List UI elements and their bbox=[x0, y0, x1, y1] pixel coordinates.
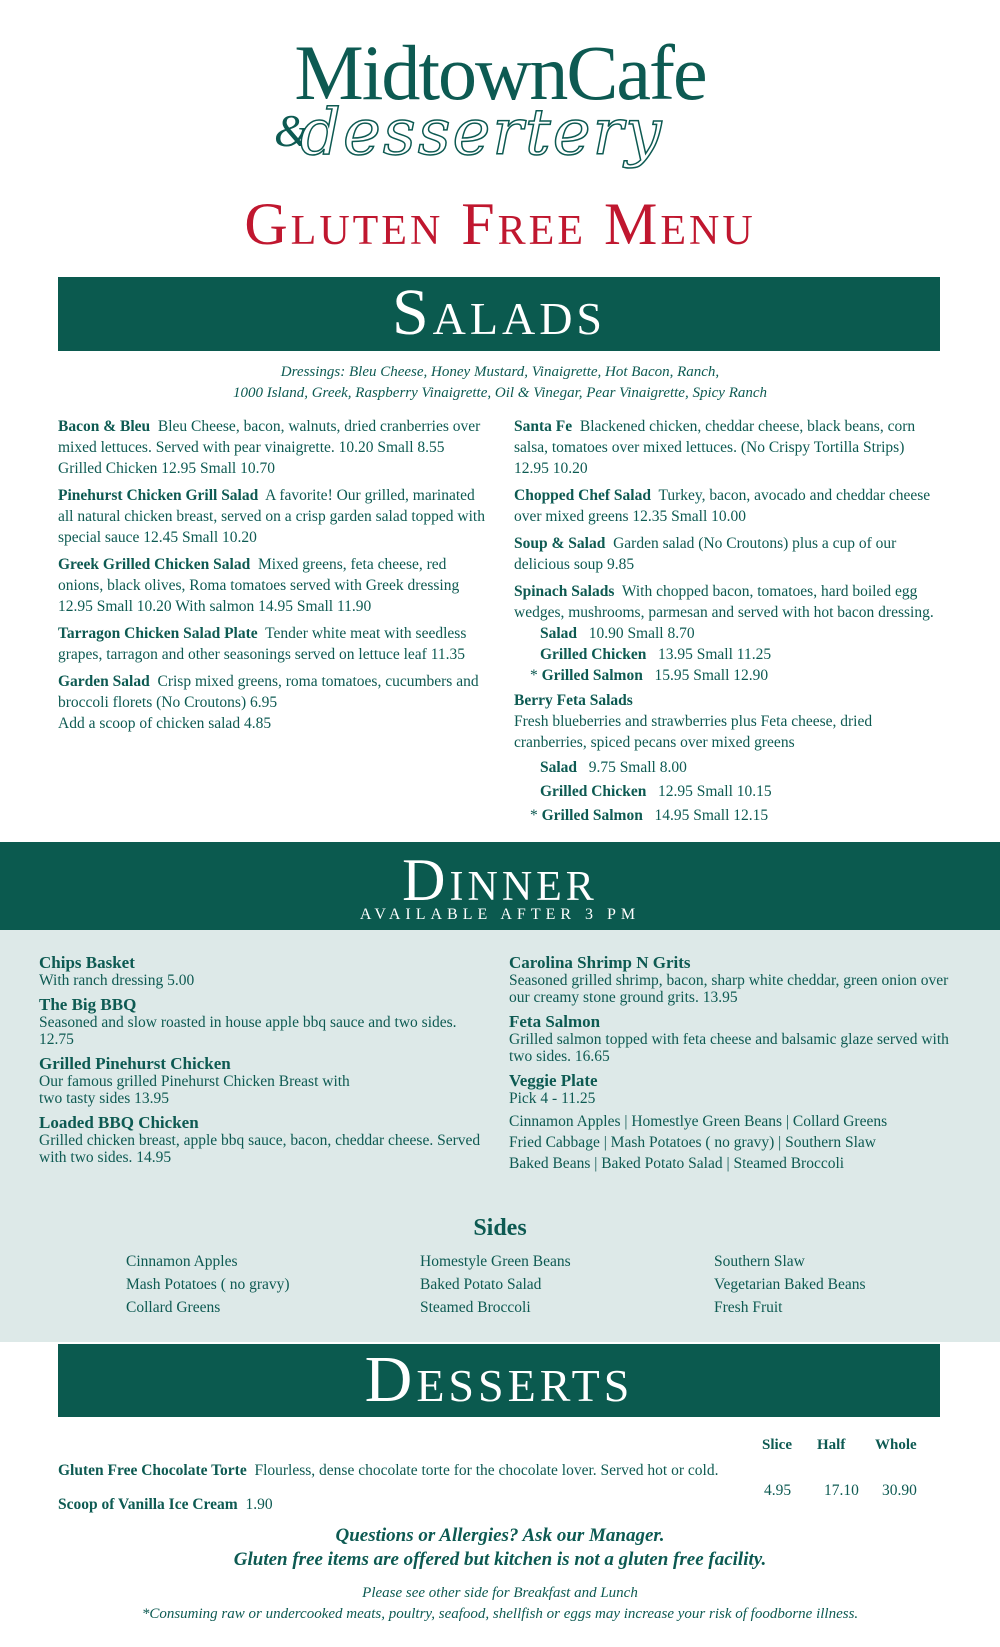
side-item: Vegetarian Baked Beans bbox=[714, 1276, 866, 1293]
dinner-right-column bbox=[509, 953, 969, 1174]
dinner-item: The Big BBQ Seasoned and slow roasted in house apple bbq sauce and two sides. 12.75 bbox=[39, 995, 457, 1048]
salads-right-column bbox=[514, 416, 934, 828]
item-name: Garden Salad bbox=[58, 673, 150, 690]
salad-item bbox=[514, 485, 934, 527]
col-header-whole: Whole bbox=[875, 1437, 917, 1453]
option-price: 13.95 Small 11.25 bbox=[657, 646, 772, 663]
price-half: 17.10 bbox=[824, 1482, 859, 1499]
salads-banner: Salads bbox=[58, 277, 940, 351]
logo-ampersand: & bbox=[274, 105, 310, 156]
veggie-options-row: Baked Beans | Baked Potato Salad | Steamed Broccoli bbox=[509, 1155, 845, 1172]
dinner-item: Carolina Shrimp N Grits Seasoned grilled shrimp, bacon, sharp white cheddar, green onion over our creamy stone ground grits. 13.95 bbox=[509, 953, 949, 1006]
dessert-name: Gluten Free Chocolate Torte bbox=[58, 1462, 247, 1479]
dinner-banner bbox=[0, 842, 1000, 930]
item-desc: Tender white meat with seedless grapes, tarragon and other seasonings served on lettuce leaf 11.35 bbox=[58, 625, 467, 663]
salad-item bbox=[514, 416, 934, 479]
sides-title: Sides bbox=[473, 1215, 527, 1241]
dessert-price: 1.90 bbox=[245, 1496, 273, 1513]
side-item: Baked Potato Salad bbox=[420, 1276, 542, 1293]
item-desc: Mixed greens, feta cheese, red onions, black olives, Roma tomatoes served with Greek dressing 12.95 Small 10.20 With salmon 14.95 Small 11.90 bbox=[58, 556, 460, 615]
dinner-heading: Dinner bbox=[402, 847, 598, 913]
dressings-line: Dressings: Bleu Cheese, Honey Mustard, Vinaigrette, Hot Bacon, Ranch, bbox=[280, 364, 720, 380]
option-price: 9.75 Small 8.00 bbox=[588, 759, 687, 776]
berry-option bbox=[514, 780, 934, 804]
price-whole: 30.90 bbox=[882, 1482, 917, 1499]
dinner-item: Loaded BBQ Chicken Grilled chicken breast, apple bbq sauce, bacon, cheddar cheese. Served with two sides. 14.95 bbox=[39, 1113, 481, 1166]
salad-item bbox=[58, 671, 488, 713]
option-price: 10.90 Small 8.70 bbox=[588, 625, 695, 642]
berry-option: * Grilled Salmon 14.95 Small 12.15 bbox=[530, 807, 769, 824]
option-price: 12.95 Small 10.15 bbox=[657, 783, 772, 800]
option-price: 14.95 Small 12.15 bbox=[654, 807, 769, 824]
dinner-left-column bbox=[39, 953, 489, 1172]
salad-item bbox=[58, 554, 488, 617]
option-price: 15.95 Small 12.90 bbox=[654, 667, 769, 684]
item-name: Spinach Salads bbox=[514, 583, 615, 600]
side-item: Homestyle Green Beans bbox=[420, 1253, 571, 1270]
dressings-note bbox=[0, 362, 1000, 404]
salad-item bbox=[58, 623, 488, 665]
option-label: Grilled Salmon bbox=[541, 667, 643, 684]
side-item: Southern Slaw bbox=[714, 1253, 805, 1270]
sides-column bbox=[126, 1250, 290, 1319]
dinner-subheading: AVAILABLE AFTER 3 PM bbox=[359, 906, 641, 923]
sides-column bbox=[714, 1250, 866, 1319]
veggie-options-row: Cinnamon Apples | Homestlye Green Beans | Collard Greens bbox=[509, 1113, 888, 1130]
col-header-slice: Slice bbox=[762, 1437, 792, 1453]
consumption-warning: *Consuming raw or undercooked meats, poultry, seafood, shellfish or eggs may increase your risk of foodborne illness. bbox=[141, 1606, 859, 1622]
spinach-option bbox=[514, 644, 934, 665]
item-desc: With chopped bacon, tomatoes, hard boiled egg wedges, mushrooms, parmesan and served with hot bacon dressing. bbox=[514, 583, 934, 621]
item-name: Santa Fe bbox=[514, 418, 573, 435]
salad-item bbox=[58, 416, 488, 479]
sides-column bbox=[420, 1250, 571, 1319]
item-name: Bacon & Bleu bbox=[58, 418, 151, 435]
side-item: Mash Potatoes ( no gravy) bbox=[126, 1276, 290, 1293]
option-label: Grilled Chicken bbox=[540, 783, 647, 800]
item-desc: Garden salad (No Croutons) plus a cup of our delicious soup 9.85 bbox=[514, 535, 897, 573]
side-item: Collard Greens bbox=[126, 1299, 221, 1316]
salad-item bbox=[514, 581, 934, 623]
dinner-item: Veggie Plate Pick 4 - 11.25 bbox=[509, 1071, 598, 1107]
item-name: Soup & Salad bbox=[514, 535, 606, 552]
berry-desc: Fresh blueberries and strawberries plus Feta cheese, dried cranberries, spiced pecans over mixed greens bbox=[514, 713, 873, 751]
price-slice: 4.95 bbox=[764, 1482, 792, 1499]
side-item: Fresh Fruit bbox=[714, 1299, 783, 1316]
item-name: Greek Grilled Chicken Salad bbox=[58, 556, 251, 573]
other-side-note: Please see other side for Breakfast and Lunch bbox=[362, 1585, 638, 1601]
spinach-option: * Grilled Salmon 15.95 Small 12.90 bbox=[530, 667, 769, 684]
dessert-item bbox=[58, 1496, 273, 1514]
col-header-half: Half bbox=[817, 1437, 846, 1453]
berry-name: Berry Feta Salads bbox=[514, 692, 633, 709]
option-label: Salad bbox=[540, 759, 578, 776]
dinner-item: Feta Salmon Grilled salmon topped with feta cheese and balsamic glaze served with two sides. 16.65 bbox=[509, 1012, 949, 1065]
salad-item bbox=[514, 533, 934, 575]
spinach-option bbox=[514, 623, 934, 644]
dressings-line: 1000 Island, Greek, Raspberry Vinaigrette, Oil & Vinegar, Pear Vinaigrette, Spicy Ranch bbox=[232, 385, 768, 401]
item-desc: A favorite! Our grilled, marinated all natural chicken breast, served on a crisp garden salad topped with special sauce 12.45 Small 10.20 bbox=[58, 487, 485, 546]
item-desc: Crisp mixed greens, roma tomatoes, cucumbers and broccoli florets (No Croutons) 6.95 bbox=[58, 673, 479, 711]
item-desc: Turkey, bacon, avocado and cheddar cheese over mixed greens 12.35 Small 10.00 bbox=[514, 487, 931, 525]
option-label: Salad bbox=[540, 625, 578, 642]
salad-item bbox=[58, 485, 488, 548]
dinner-item: Grilled Pinehurst Chicken Our famous grilled Pinehurst Chicken Breast with two tasty sides 13.95 bbox=[39, 1054, 350, 1107]
menu-title: Gluten Free Menu bbox=[244, 191, 756, 257]
dessert-item bbox=[58, 1462, 718, 1480]
option-label: Grilled Salmon bbox=[541, 807, 643, 824]
logo-script: dessertery bbox=[300, 96, 664, 170]
side-item: Steamed Broccoli bbox=[420, 1299, 531, 1316]
side-item: Cinnamon Apples bbox=[126, 1253, 238, 1270]
option-label: Grilled Chicken bbox=[540, 646, 647, 663]
item-name: Chopped Chef Salad bbox=[514, 487, 651, 504]
item-desc: Blackened chicken, cheddar cheese, black beans, corn salsa, tomatoes over mixed lettuces. (No Crispy Tortilla Strips) 12.95 10.20 bbox=[514, 418, 916, 477]
item-name: Tarragon Chicken Salad Plate bbox=[58, 625, 258, 642]
dinner-item: Chips Basket With ranch dressing 5.00 bbox=[39, 953, 195, 989]
allergy-note: Questions or Allergies? Ask our Manager. bbox=[335, 1525, 665, 1546]
veggie-options-row: Fried Cabbage | Mash Potatoes ( no gravy) | Southern Slaw bbox=[509, 1134, 876, 1151]
dessert-name: Scoop of Vanilla Ice Cream bbox=[58, 1496, 238, 1513]
desserts-banner: Desserts bbox=[58, 1344, 940, 1417]
add-scoop-note: Add a scoop of chicken salad 4.85 bbox=[58, 715, 272, 732]
berry-option bbox=[514, 756, 934, 780]
dessert-desc: Flourless, dense chocolate torte for the chocolate lover. Served hot or cold. bbox=[254, 1462, 719, 1479]
facility-note: Gluten free items are offered but kitchen is not a gluten free facility. bbox=[233, 1549, 767, 1570]
salads-left-column bbox=[58, 416, 488, 734]
item-desc: Bleu Cheese, bacon, walnuts, dried cranberries over mixed lettuces. Served with pear vinaigrette. 10.20 Small 8.55 Grilled Chicken 12.95 Small 10.70 bbox=[58, 418, 481, 477]
item-name: Pinehurst Chicken Grill Salad bbox=[58, 487, 259, 504]
logo-wordmark: MidtownCafe bbox=[294, 29, 706, 116]
